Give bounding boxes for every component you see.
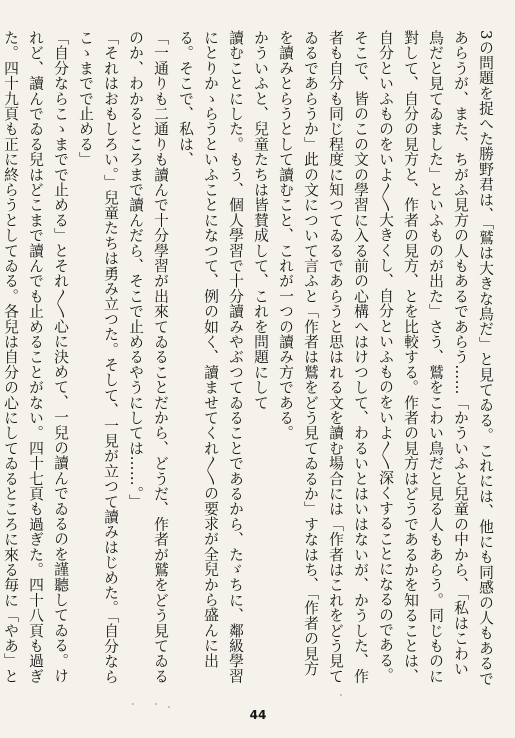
right-text-column: 3の問題を捉へた勝野君は、「鷲は大きな鳥だ」と見てゐる。これには、他にも同感の人もあるであらうが、また、ちがふ見方の人もあるであらう……「かういふと兒童の中から、「私はこわい鳥だと見てゐました」といふものが出た」さう、鷲をこわい鳥だと見る人もあらう。同じものに對して、自分の見方と、作者の見方、とを比較する。作者の見方はどうであるかを知ることは、自分といふものをいよ〳〵大きくし、自分といふものをいよ〳〵深くすることになるのである。そこで、皆のこの文の學習に入る前の心構へはけつして、わるいとはいはないが、かうした、作者も自分も同じ程度に知つてゐるであらうと思はれる文を讀む場合には「作者はこれをどう見てゐるであらうか」此の文について言ふと「作者は鷲をどう見てゐるか」すなはち、「作者の見方を讀みとらうとして讀むこと、これが一つの讀み方である。 かういふと、兒童たちは皆賛成して、これを問題にして [252,30,494,687]
scan-speck [155,703,157,705]
scan-speck [340,694,342,696]
left-text-column: 讀むことにした。もう、個人學習で十分讀みやぶつてゐることであるから、たゞちに、鄰級學習にとりかゝらうといふことになつて、例の如く、讀ませてくれ〳〵の要求が全兒から盛んに出る。そこで、私は、 「一通りも二通りも讀んで十分學習が出來てゐることだから、どうだ、作者が鷲をどう見てゐるのか、わかるところまで讀んだら、そこで止めるやうにしては……。」 「それはおもしろい。」兒童たちは勇み立つた。そして、一見が立つて讀みはじめた。「自分ならこゝまでで止める」 「自分ならこゝまでで止める」とそれ〳〵心に決めて、一兒の讀んでゐるのを謹聽してゐる。けれど、讀んでゐる兒はどこまで讀んでも止めることがない。四十七頁も過ぎた。四十八頁も過ぎた。四十九頁も正に終らうとしてゐる。各兒は自分の心にしてゐるところに來る毎に「やあ」と [2,30,244,684]
page-number: 44 [249,708,267,722]
scan-speck [168,706,170,708]
scan-speck [132,703,134,705]
